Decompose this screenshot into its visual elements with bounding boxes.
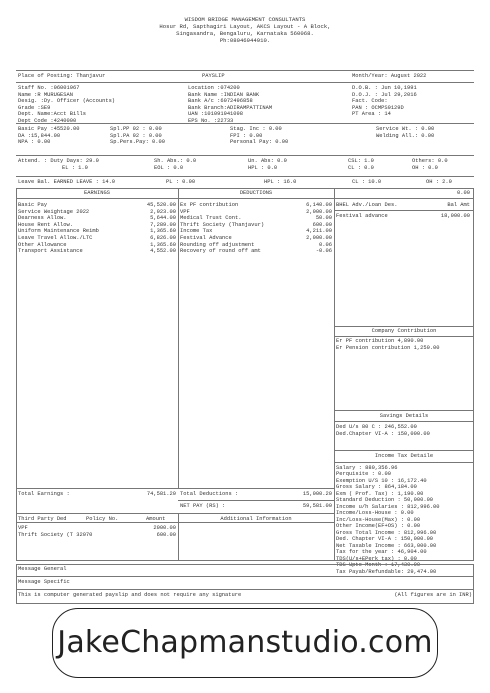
tax-gross-salary: Gross Salary : 864,184.00 (336, 484, 417, 491)
fpi: FPI : 0.00 (230, 132, 263, 139)
dept-code: Dept Code :4240000 (18, 117, 77, 124)
earning-row: Basic Pay 45,520.00 (18, 202, 176, 208)
pay-col2 (110, 126, 165, 146)
tax-salary: Salary : 880,356.96 (336, 465, 398, 471)
er-pension-contribution: Er Pension contribution 1,250.00 (336, 344, 440, 351)
loan-row: Festival advance 18,000.00 (336, 213, 470, 219)
third-party-row: VPF 2000.00 (18, 525, 176, 531)
spl-pp: Spl.PP 02 : 0.00 (110, 126, 162, 132)
tax-income-house: Income/Loss-House : 0.00 (336, 510, 414, 517)
payslip-title: PAYSLIP (202, 73, 225, 79)
sh-abs: Sh. Abs.: 0.0 (154, 158, 197, 164)
tax-income-salaries: Income u/h Salaries : 812,996.00 (336, 503, 440, 510)
bank-branch: Bank Branch:ADIRAMPATTINAM (188, 104, 273, 111)
earnings-list (18, 202, 176, 255)
pan: PAN : OCMPS9129D (352, 104, 404, 111)
eol: EOL : 0.0 (154, 164, 184, 171)
tax-inc-house-max: Inc/Loss-House(Max) : 0.00 (336, 516, 421, 523)
leave-oh: OH : 2.0 (426, 179, 452, 185)
footer-currency-note: (All figures are in INR) (394, 592, 472, 598)
tax-payable: Tax Payab/Refundable: 29,474.00 (336, 568, 437, 575)
earnings-header: EARNINGS (84, 190, 110, 196)
attend-col3 (248, 158, 287, 171)
total-deductions: Total Deductions : 15,000.20 (180, 491, 332, 497)
loan-header: BHEL Adv./Loan Des. Bal Amt (336, 202, 470, 208)
staff-info-col3 (352, 85, 417, 118)
tax-exemption: Exemption U/S 10 : 16,172.40 (336, 477, 427, 484)
tax-title: Income Tax Detaile (374, 453, 434, 459)
others: Others: 0.0 (412, 158, 448, 164)
sp-pers-pay: Sp.Pers.Pay: 0.00 (110, 139, 165, 146)
uan: UAN :101091941098 (188, 111, 243, 118)
staff-no: Staff No. :06001967 (18, 85, 80, 91)
deductions-header: DEDUCTIONS (239, 190, 273, 196)
deduction-row: Thrift Society (Thanjavur) 600.00 (180, 221, 332, 228)
fact-code: Fact. Code: (352, 98, 388, 105)
net-pay: NET PAY (RS) : 59,581.00 (180, 503, 332, 509)
attend-col4 (348, 158, 374, 171)
leave-balance: Leave Bal. EARNED LEAVE : 14.0 (18, 179, 116, 185)
tax-net-taxable: Net Taxable Income : 663,000.00 (336, 542, 437, 549)
location: Location :074200 (188, 85, 240, 91)
third-party-row: Thrift Society (T 32070 600.00 (18, 531, 176, 538)
tax-for-year: Tax for the year : 46,904.00 (336, 549, 427, 556)
additional-info-header: Additional Information (220, 516, 292, 522)
deduction-row: VPF 2,000.00 (180, 208, 332, 215)
month-year: Month/Year: August 2022 (352, 73, 427, 79)
npa: NPA : 0.00 (18, 139, 51, 146)
hpl-days: HPL : 0.0 (248, 164, 278, 171)
leave-pl: PL : 0.00 (166, 179, 196, 185)
oh-days: OH : 0.0 (412, 164, 438, 171)
earning-row: Other Allowance 1,365.60 (18, 241, 176, 248)
deductions-list (180, 202, 332, 255)
attend-col5 (412, 158, 448, 171)
earning-row: Leave Travel Allow./LTC 6,826.00 (18, 234, 176, 241)
company-contribution-lines (336, 338, 440, 351)
message-specific: Message Specific (18, 579, 70, 585)
welding-all: Welding All.: 0.00 (376, 132, 435, 139)
basic-pay: Basic Pay :45520.00 (18, 126, 80, 132)
pt-area: PT Area : 14 (352, 111, 391, 118)
staff-info-col1 (18, 85, 115, 125)
tax-chapter-via: Ded. Chapter VI-A : 150,000.00 (336, 536, 434, 543)
company-address-line2: Singasandra, Bengaluru, Karnataka 560068. (176, 29, 314, 37)
watermark-banner (52, 608, 438, 678)
eps-no: EPS No. :22733 (188, 117, 234, 124)
dept-name: Dept. Name:Acct Bills (18, 111, 86, 118)
stag-inc: Stag. Inc : 0.00 (230, 126, 282, 132)
deduction-row: Recovery of round off amt -0.06 (180, 248, 332, 255)
pay-col3 (230, 126, 288, 146)
pay-col1 (18, 126, 79, 146)
tax-gross-total: Gross Total Income : 812,996.00 (336, 529, 437, 536)
csl: CSL: 1.0 (348, 158, 374, 164)
pay-col4 (376, 126, 434, 139)
tax-other-income: Other Income(EF+OS) : 0.00 (336, 523, 421, 530)
savings-title: Savings Details (379, 413, 429, 419)
attend-col2 (154, 158, 196, 171)
deduction-row: Ex PF contribution 6,140.00 (180, 202, 332, 208)
company-header (16, 16, 474, 44)
tax-standard-deduction: Standard Deduction : 50,000.00 (336, 497, 434, 504)
designation: Desig. :Dy. Officer (Accounts) (18, 98, 116, 105)
da: DA :15,844.00 (18, 132, 61, 139)
deduction-row: Medical Trust Cont. 50.00 (180, 215, 332, 222)
earning-row: House Rent Allow. 7,289.00 (18, 221, 176, 228)
personal-pay: Personal Pay: 0.00 (230, 139, 289, 146)
ded-80c: Ded U/s 80 C : 246,552.00 (336, 424, 417, 430)
bank-name: Bank Name :INDIAN BANK (188, 91, 260, 98)
watermark-text: JakeChapmanstudio.com (57, 624, 433, 660)
third-party-list (18, 525, 176, 538)
el-days: EL : 1.0 (62, 164, 88, 171)
policy-no-header: Policy No. (86, 516, 119, 522)
doj: D.O.J. : Jul 29,2016 (352, 91, 417, 98)
er-pf-contribution: Er PF contribution 4,890.00 (336, 338, 424, 344)
savings-lines (336, 424, 430, 437)
place-of-posting: Place of Posting: Thanjavur (18, 73, 106, 79)
company-contribution-title: Company Contribution (371, 328, 437, 334)
service-wt: Service Wt. : 0.00 (376, 126, 435, 132)
grade: Grade :SE9 (18, 104, 51, 111)
leave-hpl: HPL : 16.0 (264, 179, 297, 185)
amount-header: Amount (146, 516, 166, 522)
tax-lines (336, 465, 440, 575)
company-name: WISDOM BRIDGE MANAGEMENT CONSULTANTS (184, 16, 306, 23)
staff-info-col2 (188, 85, 272, 125)
message-general: Message General (18, 566, 67, 572)
company-address-line1: Hosur Rd, Sapthagiri Layout, AKCS Layout - A Block, (159, 22, 331, 30)
leave-cl: CL : 10.0 (352, 179, 382, 185)
third-party-header: Third Party Ded (18, 516, 67, 522)
earning-row: Dearness Allow. 5,644.00 (18, 215, 176, 222)
earning-row: Service Weightage 2022 2,023.00 (18, 208, 176, 215)
duty-days: Attend. : Duty Days: 29.0 (18, 158, 99, 164)
footer-note: This is computer generated payslip and does not require any signature (18, 592, 242, 598)
dob: D.O.B. : Jun 10,1991 (352, 85, 417, 91)
loan-zero: 0.00 (457, 190, 470, 196)
earning-row: Transport Assistance 4,552.00 (18, 248, 176, 255)
deduction-row: Rounding off adjustment 0.06 (180, 241, 332, 248)
deduction-row: Income Tax 4,211.00 (180, 228, 332, 235)
ded-chapter-via: Ded.Chapter VI-A : 150,000.00 (336, 430, 430, 437)
attend-col1 (18, 158, 99, 171)
cl-days: CL : 0.0 (348, 164, 374, 171)
earning-row: Uniform Maintenance Reimb 1,365.60 (18, 228, 176, 235)
bank-account: Bank A/c :6072496858 (188, 98, 253, 105)
deduction-row: Festival Advance 2,000.00 (180, 234, 332, 241)
tax-prof-tax: Exm ( Prof. Tax) : 1,190.00 (336, 490, 424, 497)
tax-tds: TDS(U/s+EPerk tax) : 0.00 (336, 555, 417, 562)
total-earnings: Total Earnings : 74,581.20 (18, 491, 176, 497)
tax-tds-upto: TDS Upto Month : 17,430.00 (336, 562, 421, 569)
spl-pa: Spl.PA 92 : 0.00 (110, 132, 162, 139)
un-abs: Un. Abs: 0.0 (248, 158, 287, 164)
company-phone: Ph:08046944910. (219, 36, 271, 44)
tax-perquisite: Perquisite : 0.00 (336, 471, 391, 478)
staff-name: Name :R MURUGESAN (18, 91, 73, 98)
